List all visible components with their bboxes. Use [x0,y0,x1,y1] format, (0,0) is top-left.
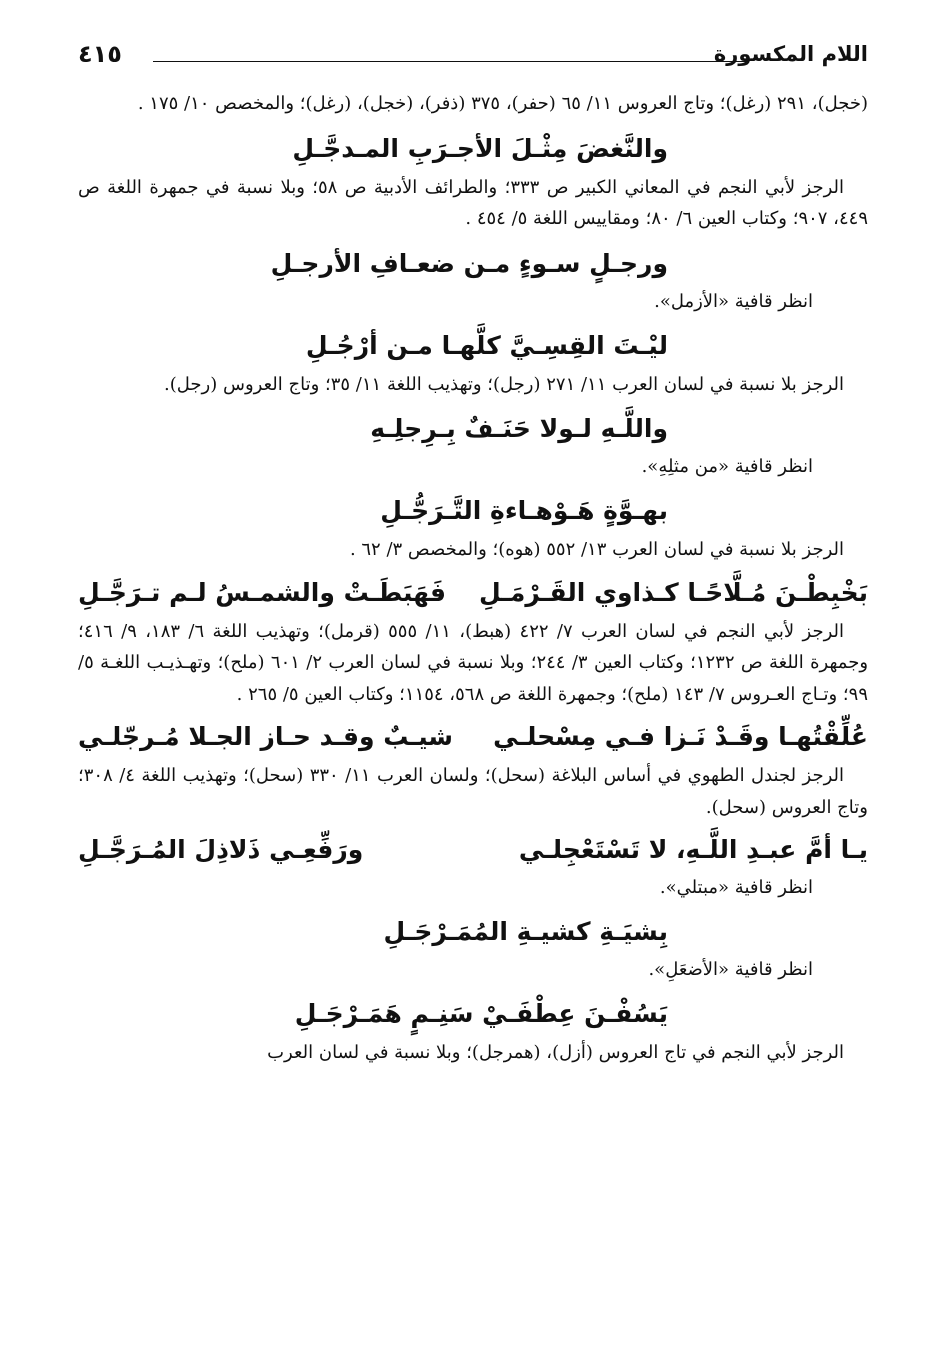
verse-couplet [78,716,868,758]
verse-second-hemistich: فَهَبَطَـتْ والشمـسُ لـم تـرَجَّـلِ [78,577,447,607]
verse-line: واللَّـهِ لـولا حَنَـفٌ بِـرِجلِـهِ [370,414,668,443]
page-number: ٤١٥ [78,40,122,68]
reference-paragraph: الرجز لأبي النجم في المعاني الكبير ص ٣٣٣؛ والطرائف الأدبية ص ٥٨؛ وبلا نسبة في جمهرة اللغة ص ٤٤٩، ٩٠٧؛ وكتاب العين ٦/ ٨٠؛ ومقاييس اللغة ٥/ ٤٥٤ . [78,176,868,229]
verse-line: ليْـتَ القِسِـيَّ كلَّهـا مـن أرْجُـلِ [305,330,668,360]
reference-paragraph: الرجز لأبي النجم في لسان العرب ٧/ ٤٢٢ (هبط)، ١١/ ٥٥٥ (قرمل)؛ وتهذيب اللغة ٦/ ١٨٣، ٩/ ٤١٦؛ وجمهرة اللغة ص ١٢٣٢؛ وكتاب العين ٣/ ٢٤٤؛ وبلا نسبة في لسان العرب ٢/ ٦٠١ (ملح)؛ وتهـذيـب اللغـة ٥/ ٩٩؛ وتـاج العـروس ٧/ ١٤٣ (ملح)؛ وجمهرة اللغة ص ٥٦٨، ١١٥٤؛ وكتاب العين ٥/ ٢٦٥ . [78,620,869,705]
reference-paragraph: الرجز لجندل الطهوي في أساس البلاغة (سحل)؛ ولسان العرب ١١/ ٣٣٠ (سحل)؛ وتهذيب اللغة ٤/ ٣٠٨؛ وتاج العروس (سحل). [78,765,868,818]
verse-first-hemistich: بَخْبِطْـنَ مُـلَّاحًـا كـذاوي القَـرْمَـلِ [478,577,868,607]
verse-line: ورجـلٍ سـوءٍ مـن ضعـافِ الأرجـلِ [270,248,668,278]
verse-couplet [78,572,868,614]
page-body [78,88,868,1069]
header-rule [153,61,748,62]
verse-line: والنَّغضَ مِثْـلَ الأجـرَبِ المـدجَّـلِ [292,133,668,163]
verse-second-hemistich: ورَفِّعِـي ذَلاذِلَ المُـرَجَّـلِ [78,835,364,864]
cross-reference: انظر قافية «من مثلِهِ». [641,456,813,477]
cross-reference: انظر قافية «مبتلي». [659,877,813,898]
reference-paragraph: (خجل)، ٢٩١ (رغل)؛ وتاج العروس ١١/ ٦٥ (حفر)، ٣٧٥ (ذفر)، (خجل)، (رغل)؛ والمخصص ١٠/ ١٧٥ . [137,93,868,114]
verse-first-hemistich: يـا أمَّ عبـدِ اللَّـهِ، لا تَسْتَعْجِلـي [518,835,868,864]
reference-paragraph: الرجز لأبي النجم في تاج العروس (أزل)، (همرجل)؛ وبلا نسبة في لسان العرب [267,1042,844,1063]
verse-first-hemistich: عُلِّقْتُهـا وقَـدْ نَـزا فـي مِسْحلـي [493,722,868,751]
page-header [78,38,868,72]
verse-line: يَسُفْـنَ عِطْفَـيْ سَنِـمٍ هَمَـرْجَـلِ [294,999,668,1028]
reference-paragraph: الرجز بلا نسبة في لسان العرب ١٣/ ٥٥٢ (هوه)؛ والمخصص ٣/ ٦٢ . [349,539,844,560]
verse-couplet [78,829,868,871]
cross-reference: انظر قافية «الأزمل». [654,290,813,312]
verse-line: بهـوَّةٍ هَـوْهـاءةِ التَّـرَجُّـلِ [380,496,668,525]
running-title: اللام المكسورة [713,42,868,66]
verse-second-hemistich: شيـبٌ وقـد حـاز الجـلا مُـرجّلـي [78,722,453,751]
cross-reference: انظر قافية «الأضعَلِ». [648,959,813,980]
book-page [78,38,868,1069]
reference-paragraph: الرجز بلا نسبة في لسان العرب ١١/ ٢٧١ (رجل)؛ وتهذيب اللغة ١١/ ٣٥؛ وتاج العروس (رجل). [164,373,844,395]
verse-line: بِشيَـةِ كشيـةِ المُمَـرْجَـلِ [383,917,668,946]
